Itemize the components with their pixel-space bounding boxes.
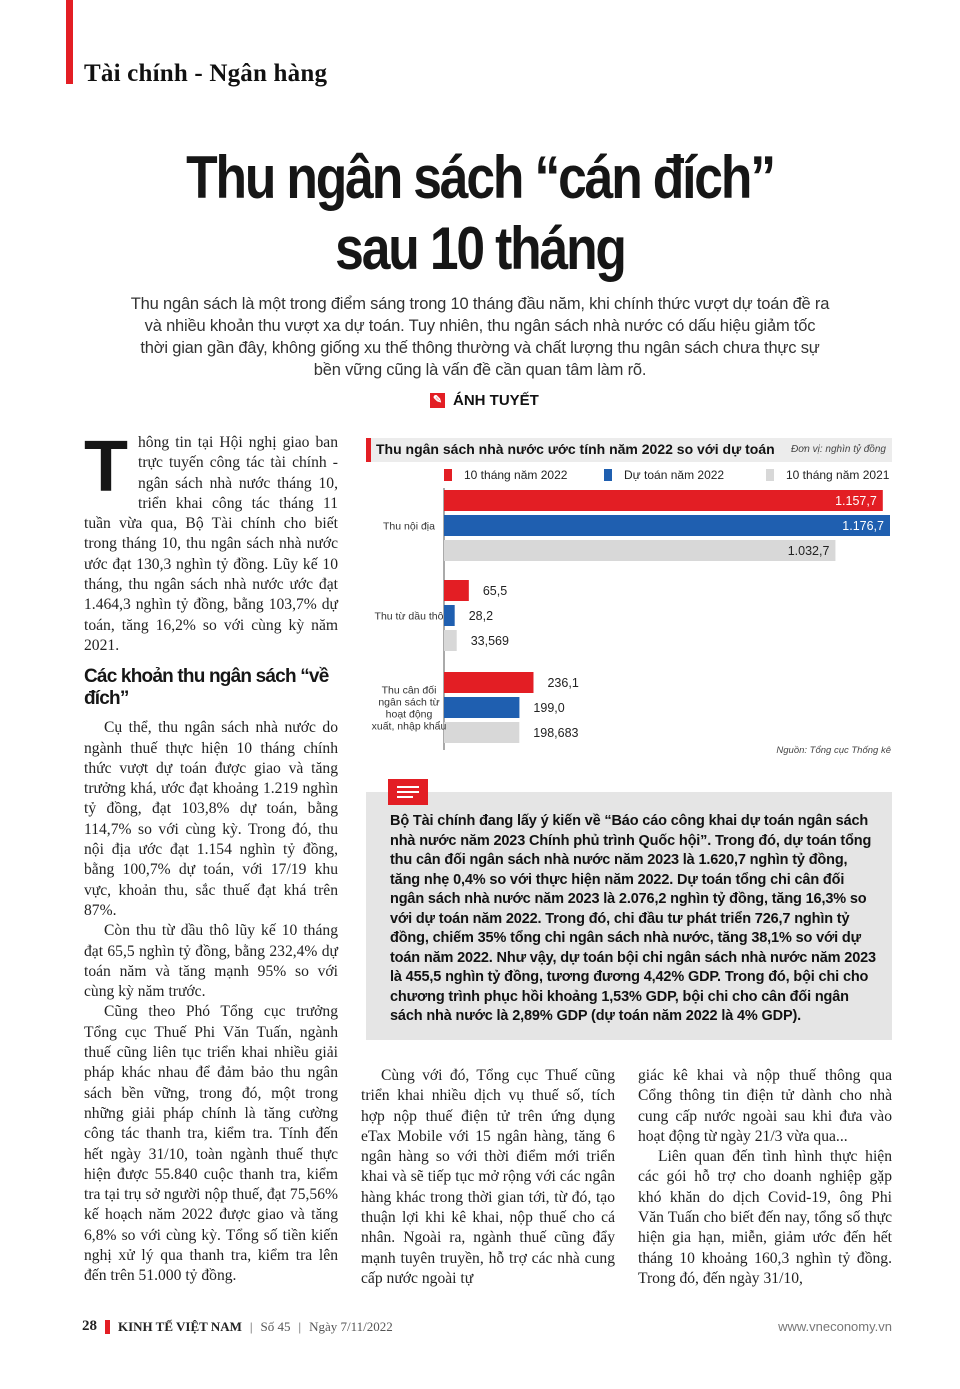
category-label-2: Thu từ dầu thô	[374, 610, 444, 623]
paragraph-7: Liên quan đến tình hình thực hiện các gói hỗ trợ cho doanh nghiệp gặp khó khăn do dịch Covid-19, ông Phi Văn Tuấn cho biết đến nay, tổng số thực hiện gia hạn, miễn, giảm ước đến hết tháng 10 khoảng 160,3 nghìn tỷ đồng. Trong đó, đến ngày 31/10,	[638, 1148, 892, 1287]
section-accent-bar	[66, 0, 73, 84]
bar-3-1	[444, 672, 533, 693]
category-label-3: Thu cân đối	[381, 684, 437, 697]
footer-accent	[105, 1320, 110, 1334]
category-label-3: hoạt động	[385, 708, 433, 721]
bar-3-3	[444, 722, 519, 743]
legend-swatch-2	[604, 469, 612, 481]
document-icon	[388, 779, 428, 805]
paragraph-4: Cũng theo Phó Tổng cục trưởng Tổng cục Thuế Phi Văn Tuấn, ngành thuế cũng liên tục triển khai nhiều giải pháp khác nhau để đảm bảo thu ngân sách bền vững, trong đó, một trong những giải pháp chính là tăng cường công tác thanh tra, kiểm tra. Tính đến hết ngày 31/10, toàn ngành thuế thực hiện được 55.840 cuộc thanh tra, kiểm tra tại trụ sở người nộp thuế, đạt 75,56% kế hoạch năm 2022 được giao và tăng 6,8% so với cùng kỳ. Tổng số tiền kiến nghị xử lý qua thanh tra, kiểm tra lên đến trên 51.000 tỷ đồng.	[84, 1003, 338, 1285]
data-label-1-2: 1.176,7	[842, 519, 884, 533]
paragraph-5: Cùng với đó, Tổng cục Thuế cũng triển khai nhiều dịch vụ thuế số, tích hợp nộp thuế điện tử trên ứng dụng eTax Mobile với 15 ngân hàng, tăng 6 ngân hàng so với thời điểm mới triển khai và sẽ tiếp tục mở rộng với các ngân hàng khác trong thời gian tới, từ đó, tạo thuận lợi khi kê khai, nộp thuế cho cá nhân. Ngoài ra, ngành thuế cũng đẩy mạnh tuyên truyền, hỗ trợ các nhà cung cấp nước ngoài tự	[361, 1067, 615, 1287]
page-footer	[82, 1318, 393, 1335]
category-label-3: xuất, nhập khẩu	[371, 720, 447, 733]
article-sapo: Thu ngân sách là một trong điểm sáng trong 10 tháng đầu năm, khi chính thức vượt dự toán đề ra và nhiều khoản thu vượt xa dự toán. Tuy nhiên, thu ngân sách nhà nước có dấu hiệu giảm tốc thời gian gần đây, không giống xu thế thông thường và chất lượng thu ngân sách chưa thực sự bền vững cũng là vấn đề cần quan tâm làm rõ.	[130, 295, 830, 379]
chart-title: Thu ngân sách nhà nước ước tính năm 2022 so với dự toán	[376, 441, 775, 457]
website-url: www.vneconomy.vn	[778, 1319, 892, 1334]
column-right	[638, 1066, 892, 1289]
data-label-1-3: 1.032,7	[787, 544, 830, 558]
author-name: ÁNH TUYẾT	[453, 392, 539, 409]
data-label-3-2: 199,0	[533, 701, 565, 715]
bar-1-3	[444, 540, 835, 561]
data-label-3-1: 236,1	[547, 676, 579, 690]
data-label-1-1: 1.157,7	[835, 494, 877, 508]
title-line-2: sau 10 tháng	[335, 215, 625, 282]
paragraph-2: Cụ thể, thu ngân sách nhà nước do ngành thuế thực hiện 10 tháng chính thức vượt dự toán được giao và tăng trưởng khá, ước đạt khoảng 1.219 nghìn tỷ đồng, đạt 103,8% dự toán, bằng 114,7% so với cùng kỳ. Trong đó, thu nội địa ước đạt 1.154 nghìn tỷ đồng, bằng 100,7% dự toán, với 17/19 khu vực, khoản thu, sắc thuế đạt khá trên 87%.	[84, 719, 338, 919]
section-label: Tài chính - Ngân hàng	[84, 60, 328, 87]
magazine-name: KINH TẾ VIỆT NAM	[118, 1318, 242, 1334]
bar-chart	[360, 462, 900, 762]
column-left	[84, 427, 338, 1287]
bar-1-1	[444, 490, 883, 511]
article-title	[67, 142, 893, 284]
paragraph-1-text: hông tin tại Hội nghị giao ban trực tuyến công tác tài chính - ngân sách nhà nước tháng 10, triển khai công tác tháng 11 tuần vừa qua, Bộ Tài chính cho biết trong tháng 10, thu ngân sách nhà nước ước đạt 130,3 nghìn tỷ đồng. Lũy kế 10 tháng, thu ngân sách nhà nước ước đạt 1.464,3 nghìn tỷ đồng, bằng 103,7% dự toán, tăng 16,2% so với cùng kỳ năm 2021.	[84, 434, 338, 654]
category-label-1: Thu nội địa	[383, 520, 435, 533]
author-byline	[430, 392, 539, 409]
chart-source: Nguồn: Tổng cục Thống kê	[776, 745, 891, 756]
category-label-3: ngân sách từ	[378, 696, 440, 709]
issue-date: Ngày 7/11/2022	[309, 1318, 393, 1334]
legend-swatch-3	[766, 469, 774, 481]
pen-icon: ✎	[430, 393, 445, 408]
bar-1-2	[444, 515, 890, 536]
issue-number: Số 45	[260, 1318, 291, 1334]
data-label-2-2: 28,2	[468, 609, 494, 623]
legend-label-3: 10 tháng năm 2021	[786, 468, 890, 482]
subheading: Các khoản thu ngân sách “về đích”	[84, 666, 329, 710]
chart-title-accent	[366, 438, 371, 462]
bar-2-2	[444, 605, 455, 626]
legend-label-2: Dự toán năm 2022	[624, 468, 725, 482]
paragraph-1	[84, 427, 338, 656]
bar-3-2	[444, 697, 519, 718]
chart-title-bar	[366, 438, 892, 462]
drop-cap: T	[84, 427, 128, 507]
page-number: 28	[82, 1318, 97, 1334]
data-label-2-3: 33,569	[470, 634, 509, 648]
bar-2-1	[444, 580, 469, 601]
paragraph-3: Còn thu từ dầu thô lũy kế 10 tháng đạt 65,5 nghìn tỷ đồng, bằng 232,4% dự toán năm và tăng mạnh 95% so với cùng kỳ năm trước.	[84, 922, 338, 1001]
bar-2-3	[444, 630, 457, 651]
footer-separator: |	[249, 1318, 253, 1334]
column-middle	[361, 1066, 615, 1289]
data-label-2-1: 65,5	[482, 584, 508, 598]
title-line-1: Thu ngân sách “cán đích”	[186, 144, 774, 211]
legend-label-1: 10 tháng năm 2022	[464, 468, 568, 482]
info-box-text: Bộ Tài chính đang lấy ý kiến về “Báo cáo công khai dự toán ngân sách nhà nước năm 2023 Chính phủ trình Quốc hội”. Trong đó, dự toán tổng thu cân đối ngân sách nhà nước năm 2023 là 1.620,7 nghìn tỷ đồng, tăng nhẹ 0,4% so với thực hiện năm 2022. Dự toán tổng chi cân đối ngân sách nhà nước năm 2023 là 2.076,2 nghìn tỷ đồng, tăng 16,3% so với dự toán năm 2022. Trong đó, chi đầu tư phát triển 726,7 nghìn tỷ đồng, chiếm 35% tổng chi ngân sách nhà nước, tăng 38,1% so với dự toán năm 2022. Như vậy, dự toán bội chi ngân sách nhà nước năm 2023 là 455,5 nghìn tỷ đồng, tương đương 4,42% GDP. Trong đó, bội chi cho chương trình phục hồi khoảng 1,53% GDP, bội chi cho cân đối ngân sách nhà nước là 2,89% GDP (dự toán năm 2022 là 4% GDP).	[390, 813, 876, 1024]
legend-swatch-1	[444, 469, 452, 481]
paragraph-6: giác kê khai và nộp thuế thông qua Cổng thông tin điện tử dành cho nhà cung cấp nước ngoài sau khi đưa vào hoạt động từ ngày 21/3 vừa qua...	[638, 1067, 892, 1145]
footer-separator: |	[298, 1318, 302, 1334]
chart-unit: Đơn vị: nghìn tỷ đồng	[791, 444, 886, 455]
data-label-3-3: 198,683	[533, 726, 579, 740]
info-box	[366, 792, 892, 1040]
